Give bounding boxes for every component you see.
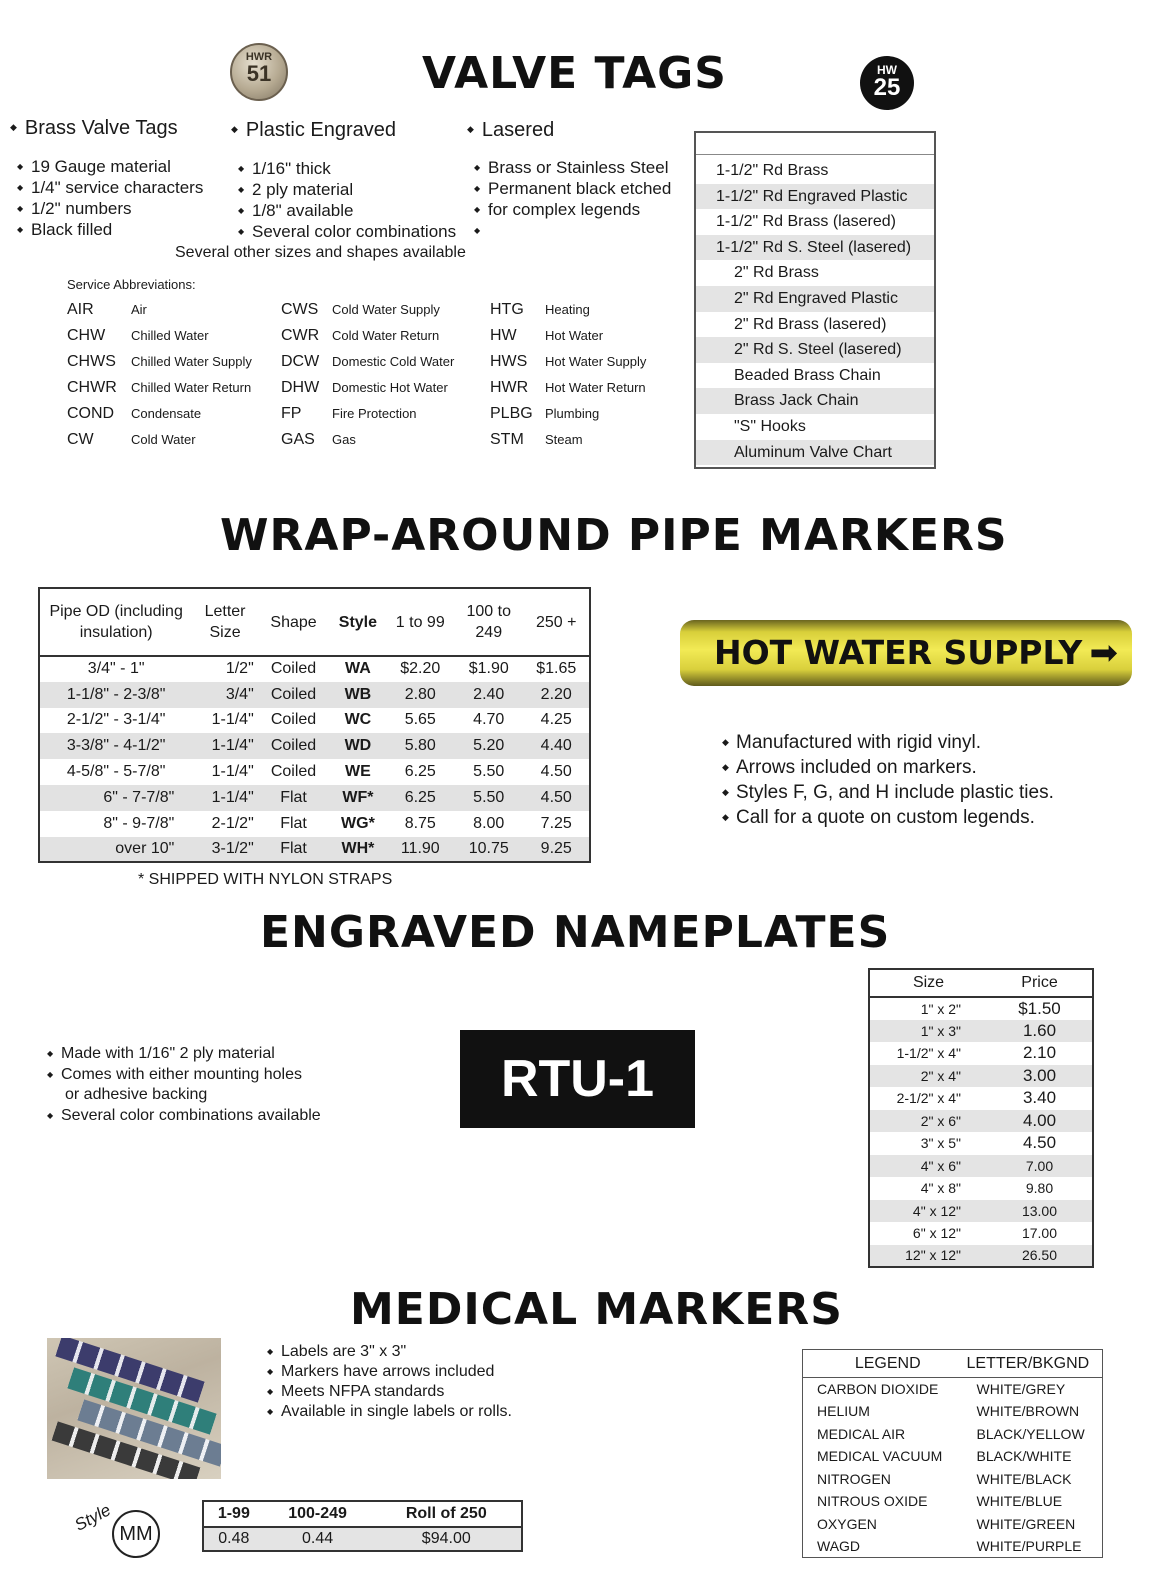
abbreviation-code: HWR — [490, 379, 529, 396]
cell: over 10" — [115, 839, 175, 857]
table-row — [803, 1445, 1103, 1468]
abbreviation-code: STM — [490, 431, 524, 448]
abbreviation-code: AIR — [67, 301, 94, 318]
table-row — [203, 1527, 522, 1551]
abbreviation-name: Chilled Water — [131, 328, 209, 343]
abbreviation-code: CWS — [281, 301, 319, 318]
cell: Coiled — [270, 660, 317, 678]
list-item: Beaded Brass Chain — [734, 366, 881, 384]
abbreviation-name: Gas — [332, 432, 356, 447]
table-row — [869, 1222, 1093, 1245]
cell: 9.80 — [1025, 1180, 1054, 1197]
table-row — [39, 759, 590, 785]
list-item: 2" Rd Brass — [734, 264, 819, 282]
valve-tags-title: VALVE TAGS — [422, 48, 727, 99]
abbreviation-code: FP — [281, 405, 302, 422]
style-label: Style — [71, 1500, 114, 1535]
cell: 3/4" - 1" — [87, 660, 145, 678]
cell: WB — [344, 685, 372, 703]
column-header: 250 + — [524, 588, 591, 656]
list-item: "S" Hooks — [734, 417, 806, 435]
cell: WHITE/GREY — [976, 1381, 1066, 1397]
table-row — [869, 1020, 1093, 1043]
table-row — [39, 811, 590, 837]
column-header: Shape — [258, 588, 330, 656]
nameplate-features — [47, 1044, 321, 1126]
cell: 2-1/2" — [211, 814, 254, 832]
list-item: 2" Rd Brass (lasered) — [734, 315, 887, 333]
column-header: Style — [329, 588, 386, 656]
cell: Flat — [280, 839, 307, 857]
table-row — [869, 1155, 1093, 1178]
list-item: 1-1/2" Rd S. Steel (lasered) — [696, 235, 934, 261]
abbreviation-row — [67, 323, 252, 349]
cell: WC — [344, 711, 372, 729]
abbreviation-name: Hot Water Supply — [545, 354, 647, 369]
table-row — [869, 1245, 1093, 1268]
table-header-row — [869, 969, 1093, 997]
column-header: LEGEND — [803, 1350, 967, 1378]
list-item: ◆ 19 Gauge material — [17, 156, 203, 177]
cell: 1-1/4" — [211, 763, 254, 781]
abbreviation-code: DCW — [281, 353, 320, 370]
abbreviation-code: CHWS — [67, 353, 116, 370]
cell: 2.20 — [540, 685, 572, 703]
abbreviation-row — [490, 297, 646, 323]
table-row — [803, 1490, 1103, 1513]
medical-marker-rolls-image — [47, 1338, 221, 1479]
cell: 4" x 6" — [920, 1157, 961, 1174]
list-item: ◆ 1/2" numbers — [17, 198, 203, 219]
abbreviation-code: CW — [67, 431, 94, 448]
plastic-valve-tag-image — [860, 56, 914, 110]
cell: 11.90 — [400, 839, 440, 857]
cell: 4.25 — [540, 711, 572, 729]
cell: 4.00 — [1022, 1110, 1057, 1130]
product-list-rows — [696, 155, 934, 465]
cell: 6" - 7-7/8" — [103, 788, 175, 806]
pipe-marker-features — [722, 730, 1054, 830]
cell: MEDICAL AIR — [817, 1425, 906, 1442]
list-item: Brass Jack Chain — [696, 388, 934, 414]
abbreviation-row — [67, 349, 252, 375]
medical-marker-price-table — [202, 1500, 523, 1552]
abbreviations-column-2 — [281, 297, 454, 453]
cell: $1.90 — [468, 660, 509, 678]
pipe-markers-title: WRAP-AROUND PIPE MARKERS — [220, 510, 1008, 561]
abbreviation-name: Cold Water Supply — [332, 302, 440, 317]
cell: 6.25 — [404, 788, 436, 806]
abbreviation-row — [281, 401, 454, 427]
list-item: ◆ 2 ply material — [238, 179, 456, 200]
abbreviation-code: CWR — [281, 327, 320, 344]
sizes-note: Several other sizes and shapes available — [175, 244, 466, 261]
table-row — [39, 837, 590, 863]
list-item: ◆ Available in single labels or rolls. — [267, 1402, 512, 1422]
table-row — [869, 1132, 1093, 1155]
column-header: LETTER/BKGND — [967, 1350, 1103, 1378]
style-code-badge: MM — [112, 1510, 160, 1558]
cell: NITROGEN — [817, 1470, 891, 1487]
list-item: ◆ Manufactured with rigid vinyl. — [722, 730, 1054, 755]
cell: 3" x 5" — [920, 1135, 961, 1152]
table-row — [39, 682, 590, 708]
abbreviation-code: HW — [490, 327, 517, 344]
table-row — [869, 1110, 1093, 1133]
table-row — [803, 1468, 1103, 1491]
column-header: Letter Size — [192, 588, 257, 656]
brass-valve-tag-image — [230, 43, 288, 101]
table-row — [803, 1513, 1103, 1536]
list-item: ◆ Arrows included on markers. — [722, 755, 1054, 780]
cell: WHITE/BLACK — [976, 1470, 1072, 1487]
abbreviation-row — [490, 349, 646, 375]
list-item: ◆ Brass or Stainless Steel — [474, 157, 671, 178]
abbreviation-code: HWS — [490, 353, 528, 370]
abbreviation-name: Cold Water — [131, 432, 196, 447]
medical-markers-title: MEDICAL MARKERS — [350, 1284, 843, 1335]
nameplate-price-table — [868, 968, 1094, 1268]
list-item: 1-1/2" Rd Brass (lasered) — [716, 213, 896, 231]
marker-legend-text: HOT WATER SUPPLY — [714, 633, 1083, 672]
table-row — [869, 1200, 1093, 1223]
cell: OXYGEN — [817, 1515, 877, 1532]
table-row — [39, 656, 590, 682]
lasered-heading: ◆ Lasered — [467, 119, 554, 142]
list-item: 2" Rd Engraved Plastic — [696, 286, 934, 312]
cell: 8.00 — [473, 814, 505, 832]
cell: 8" - 9-7/8" — [103, 814, 175, 832]
cell: 1-1/8" - 2-3/8" — [66, 685, 166, 703]
plastic-tag-line1: HW — [877, 63, 897, 77]
abbreviation-row — [281, 349, 454, 375]
cell: Coiled — [270, 737, 317, 755]
cell: $94.00 — [421, 1530, 471, 1547]
list-item: ◆ 1/4" service characters — [17, 177, 203, 198]
brass-tag-line2: 51 — [246, 61, 272, 86]
cell: $2.20 — [400, 660, 441, 678]
cell: Flat — [280, 788, 307, 806]
abbreviation-name: Domestic Cold Water — [332, 354, 455, 369]
table-header-row — [803, 1350, 1103, 1378]
abbreviation-name: Condensate — [131, 406, 202, 421]
list-item: Aluminum Valve Chart — [696, 440, 934, 466]
cell: Coiled — [270, 763, 317, 781]
list-item: ◆ Styles F, G, and H include plastic ties. — [722, 780, 1054, 805]
abbreviation-row — [67, 427, 252, 453]
abbreviation-row — [67, 375, 252, 401]
list-item: ◆ Black filled — [17, 219, 203, 240]
column-header: Price — [987, 969, 1093, 997]
abbreviation-code: PLBG — [490, 405, 533, 422]
abbreviation-name: Cold Water Return — [332, 328, 440, 343]
table-row — [803, 1423, 1103, 1446]
abbreviation-name: Hot Water Return — [545, 380, 646, 395]
list-item: ◆ Made with 1/16" 2 ply material — [47, 1044, 321, 1065]
cell: 6.25 — [404, 763, 436, 781]
list-item: 2" Rd S. Steel (lasered) — [696, 337, 934, 363]
cell: BLACK/WHITE — [976, 1448, 1072, 1465]
hot-water-supply-marker-image — [680, 620, 1132, 686]
brass-valve-tags-heading: ◆ Brass Valve Tags — [10, 117, 178, 140]
arrow-right-icon: ➡ — [1089, 634, 1118, 672]
cell: HELIUM — [817, 1403, 870, 1420]
cell: 1-1/4" — [211, 788, 254, 806]
cell: 1" x 3" — [920, 1022, 961, 1039]
abbreviation-row — [490, 323, 646, 349]
cell: WAGD — [817, 1538, 861, 1554]
nameplates-title: ENGRAVED NAMEPLATES — [260, 907, 891, 958]
abbreviation-code: DHW — [281, 379, 320, 396]
cell: 4.70 — [473, 711, 505, 729]
cell: 3.00 — [1022, 1065, 1057, 1085]
cell: 1-1/4" — [211, 737, 254, 755]
abbreviation-row — [490, 427, 646, 453]
cell: 7.00 — [1025, 1157, 1054, 1174]
cell: WE — [345, 763, 371, 781]
brass-valve-tags-list — [17, 156, 203, 240]
abbreviation-code: COND — [67, 405, 115, 422]
list-item: ◆ Markers have arrows included — [267, 1362, 512, 1382]
table-header-row — [203, 1501, 522, 1527]
list-item: ◆ Labels are 3" x 3" — [267, 1342, 512, 1362]
table-row — [803, 1400, 1103, 1423]
abbreviation-row — [490, 401, 646, 427]
column-header: Pipe OD (including insulation) — [39, 588, 192, 656]
abbreviation-name: Hot Water — [545, 328, 604, 343]
cell: 1-1/4" — [211, 711, 254, 729]
brass-tag-line1: HWR — [245, 51, 273, 63]
medical-legend-table — [802, 1349, 1103, 1558]
abbreviation-name: Chilled Water Supply — [131, 354, 252, 369]
list-item: 1-1/2" Rd Engraved Plastic — [696, 184, 934, 210]
column-header: 1-99 — [203, 1501, 264, 1527]
list-item: ◆ for complex legends — [474, 199, 671, 220]
plastic-tag-line2: 25 — [873, 74, 901, 101]
cell: 12" x 12" — [905, 1247, 961, 1264]
cell: 5.20 — [473, 737, 505, 755]
cell: 5.80 — [404, 737, 436, 755]
cell: $1.65 — [536, 660, 577, 678]
table-row — [869, 1177, 1093, 1200]
cell: Flat — [280, 814, 307, 832]
list-item-continuation: or adhesive backing — [65, 1086, 208, 1103]
cell: 4" x 8" — [920, 1180, 961, 1197]
cell: 1/2" — [225, 660, 254, 678]
table-header-row — [39, 588, 590, 656]
cell: CARBON DIOXIDE — [817, 1381, 939, 1397]
cell: Coiled — [270, 685, 317, 703]
list-item: ◆ Permanent black etched — [474, 178, 671, 199]
list-item: ◆ Comes with either mounting holes — [47, 1065, 321, 1086]
table-row — [869, 997, 1093, 1020]
list-item: ◆ Several color combinations — [238, 221, 456, 242]
cell: 17.00 — [1021, 1225, 1058, 1242]
cell: 2" x 6" — [920, 1112, 961, 1129]
abbreviations-column-3 — [490, 297, 646, 453]
abbreviation-name: Plumbing — [545, 406, 600, 421]
table-row — [39, 785, 590, 811]
medical-marker-features — [267, 1342, 512, 1422]
cell: WD — [344, 737, 372, 755]
pipe-marker-price-table — [38, 587, 591, 863]
column-header: 100 to 249 — [454, 588, 524, 656]
abbreviations-title: Service Abbreviations: — [67, 277, 196, 292]
cell: 5.50 — [473, 788, 505, 806]
list-item: 1-1/2" Rd Brass — [716, 162, 829, 179]
cell: 1-1/2" x 4" — [896, 1045, 961, 1062]
table-row — [39, 733, 590, 759]
cell: 4-5/8" - 5-7/8" — [66, 763, 166, 781]
abbreviation-row — [281, 297, 454, 323]
cell: 2" x 4" — [920, 1067, 961, 1084]
cell: 4.40 — [540, 737, 572, 755]
cell: 1.60 — [1022, 1020, 1057, 1040]
cell: WA — [345, 660, 371, 678]
cell: 9.25 — [540, 839, 572, 857]
cell: WG* — [341, 814, 375, 832]
cell: WH* — [341, 839, 375, 857]
table-row — [803, 1535, 1103, 1558]
abbreviation-code: HTG — [490, 301, 524, 318]
table-row — [869, 1087, 1093, 1110]
cell: 5.65 — [404, 711, 436, 729]
abbreviation-name: Steam — [545, 432, 583, 447]
abbreviation-name: Chilled Water Return — [131, 380, 252, 395]
list-item: ◆ 1/16" thick — [238, 158, 456, 179]
abbreviation-row — [281, 323, 454, 349]
cell: 2.10 — [1022, 1043, 1057, 1063]
cell: 6" x 12" — [912, 1225, 961, 1242]
list-header — [696, 133, 934, 155]
cell: WHITE/BROWN — [976, 1403, 1080, 1420]
cell: 2-1/2" x 4" — [896, 1090, 961, 1107]
cell: 5.50 — [473, 763, 505, 781]
cell: 26.50 — [1021, 1247, 1058, 1264]
valve-tag-product-list — [694, 131, 936, 469]
cell: 2-1/2" - 3-1/4" — [66, 711, 166, 729]
abbreviation-row — [281, 375, 454, 401]
cell: WHITE/BLUE — [976, 1493, 1063, 1510]
column-header: 100-249 — [264, 1501, 372, 1527]
rtu-1-nameplate-image: RTU-1 — [460, 1030, 695, 1128]
abbreviations-column-1 — [67, 297, 252, 453]
abbreviation-name: Heating — [545, 302, 590, 317]
list-item: ◆ 1/8" available — [238, 200, 456, 221]
cell: 4.50 — [540, 788, 572, 806]
cell: 3.40 — [1022, 1088, 1057, 1108]
table-row — [869, 1065, 1093, 1088]
cell: 8.75 — [404, 814, 436, 832]
cell: WF* — [342, 788, 374, 806]
plastic-engraved-heading: ◆ Plastic Engraved — [231, 119, 396, 142]
abbreviation-code: CHWR — [67, 379, 117, 396]
table-row — [803, 1378, 1103, 1401]
cell: Coiled — [270, 711, 317, 729]
abbreviation-name: Domestic Hot Water — [332, 380, 448, 395]
lasered-list — [474, 157, 671, 220]
cell: 3-1/2" — [211, 839, 254, 857]
abbreviation-row — [281, 427, 454, 453]
abbreviation-row — [67, 401, 252, 427]
cell: 4" x 12" — [912, 1202, 961, 1219]
cell: 2.80 — [404, 685, 436, 703]
cell: 7.25 — [540, 814, 572, 832]
cell: 1" x 2" — [920, 1000, 961, 1017]
cell: 3-3/8" - 4-1/2" — [66, 737, 166, 755]
cell: 0.44 — [302, 1530, 334, 1547]
list-item: ◆ Meets NFPA standards — [267, 1382, 512, 1402]
table-row — [869, 1042, 1093, 1065]
cell: WHITE/GREEN — [976, 1515, 1076, 1532]
cell: 4.50 — [1022, 1133, 1057, 1153]
abbreviation-code: CHW — [67, 327, 106, 344]
cell: 2.40 — [473, 685, 505, 703]
cell: 0.48 — [218, 1530, 250, 1547]
list-item: ◆ Several color combinations available — [47, 1106, 321, 1127]
abbreviation-code: GAS — [281, 431, 315, 448]
abbreviation-row — [490, 375, 646, 401]
cell: 10.75 — [468, 839, 509, 857]
abbreviation-name: Air — [131, 302, 147, 317]
cell: $1.50 — [1018, 998, 1061, 1018]
abbreviation-row — [67, 297, 252, 323]
cell: NITROUS OXIDE — [817, 1493, 928, 1510]
abbreviation-name: Fire Protection — [332, 406, 417, 421]
cell: BLACK/YELLOW — [976, 1425, 1085, 1442]
column-header: Roll of 250 — [372, 1501, 522, 1527]
plastic-engraved-list — [238, 158, 456, 242]
column-header: Size — [869, 969, 987, 997]
column-header: 1 to 99 — [387, 588, 454, 656]
table-row — [39, 708, 590, 734]
cell: MEDICAL VACUUM — [817, 1448, 943, 1465]
cell: 4.50 — [540, 763, 572, 781]
cell: 13.00 — [1021, 1202, 1058, 1219]
cell: 3/4" — [225, 685, 254, 703]
list-item: ◆ Call for a quote on custom legends. — [722, 805, 1054, 830]
pipe-markers-footnote: * SHIPPED WITH NYLON STRAPS — [138, 871, 393, 888]
cell: WHITE/PURPLE — [976, 1538, 1082, 1554]
